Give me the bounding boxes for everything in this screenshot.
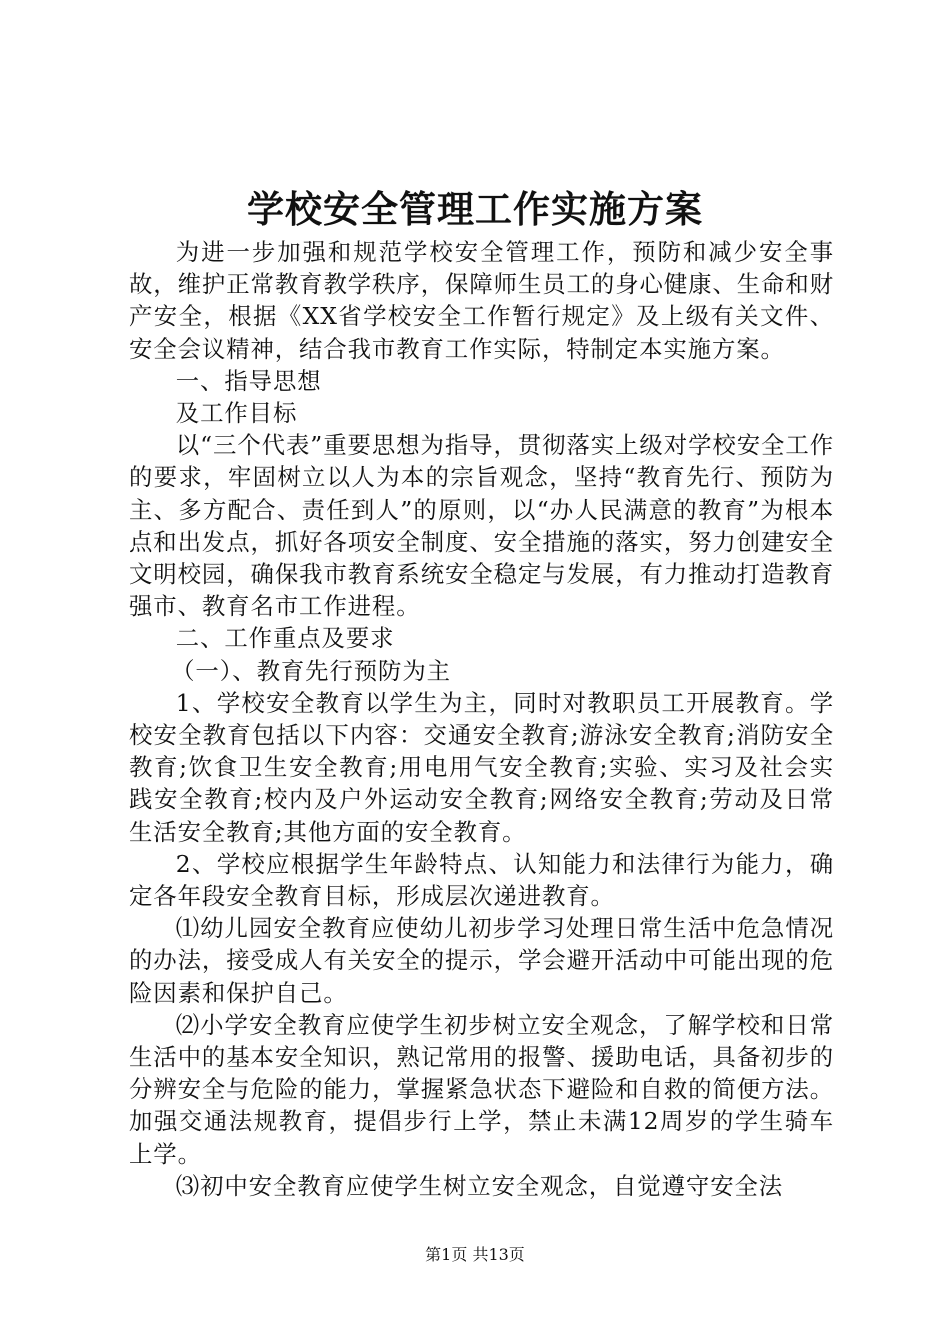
paragraph-junior: ⑶初中安全教育应使学生树立安全观念，自觉遵守安全法 — [175, 1171, 784, 1200]
paragraph-primary: ⑵小学安全教育应使学生初步树立安全观念，了解学校和日常生活中的基本安全知识，熟记常用的报警、援助电话，具备初步的分辨安全与危险的能力，掌握紧急状态下避险和自救的简便方法。加强交通法规教育，提倡步行上学，禁止未满12周岁的学生骑车上学。 — [129, 1010, 834, 1168]
document-body — [129, 236, 834, 1202]
heading-key-points: 二、工作重点及要求 — [175, 624, 395, 653]
paragraph-item-2: 2、学校应根据学生年龄特点、认知能力和法律行为能力，确定各年段安全教育目标，形成层次递进教育。 — [129, 849, 834, 911]
paragraph-intro: 为进一步加强和规范学校安全管理工作，预防和减少安全事故，维护正常教育教学秩序，保障师生员工的身心健康、生命和财产安全，根据《XX省学校安全工作暂行规定》及上级有关文件、安全会议精神，结合我市教育工作实际，特制定本实施方案。 — [129, 238, 834, 363]
paragraph-item-1: 1、学校安全教育以学生为主，同时对教职员工开展教育。学校安全教育包括以下内容：交通安全教育;游泳安全教育;消防安全教育;饮食卫生安全教育;用电用气安全教育;实验、实习及社会实践安全教育;校内及户外运动安全教育;网络安全教育;劳动及日常生活安全教育;其他方面的安全教育。 — [129, 688, 834, 846]
paragraph-kindergarten: ⑴幼儿园安全教育应使幼儿初步学习处理日常生活中危急情况的办法，接受成人有关安全的提示，学会避开活动中可能出现的危险因素和保护自己。 — [129, 914, 834, 1007]
heading-work-goals: 及工作目标 — [175, 399, 298, 428]
document-title: 学校安全管理工作实施方案 — [247, 187, 703, 231]
heading-guiding-thought: 一、指导思想 — [175, 366, 322, 395]
paragraph-guiding: 以“三个代表”重要思想为指导，贯彻落实上级对学校安全工作的要求，牢固树立以人为本的宗旨观念，坚持“教育先行、预防为主、多方配合、责任到人”的原则，以“办人民满意的教育”为根本点和出发点，抓好各项安全制度、安全措施的落实，努力创建安全文明校园，确保我市教育系统安全稳定与发展，有力推动打造教育强市、教育名市工作进程。 — [129, 431, 834, 621]
page-number-footer: 第1页 共13页 — [425, 1245, 525, 1264]
subheading-education-first: （一）、教育先行预防为主 — [171, 656, 451, 685]
